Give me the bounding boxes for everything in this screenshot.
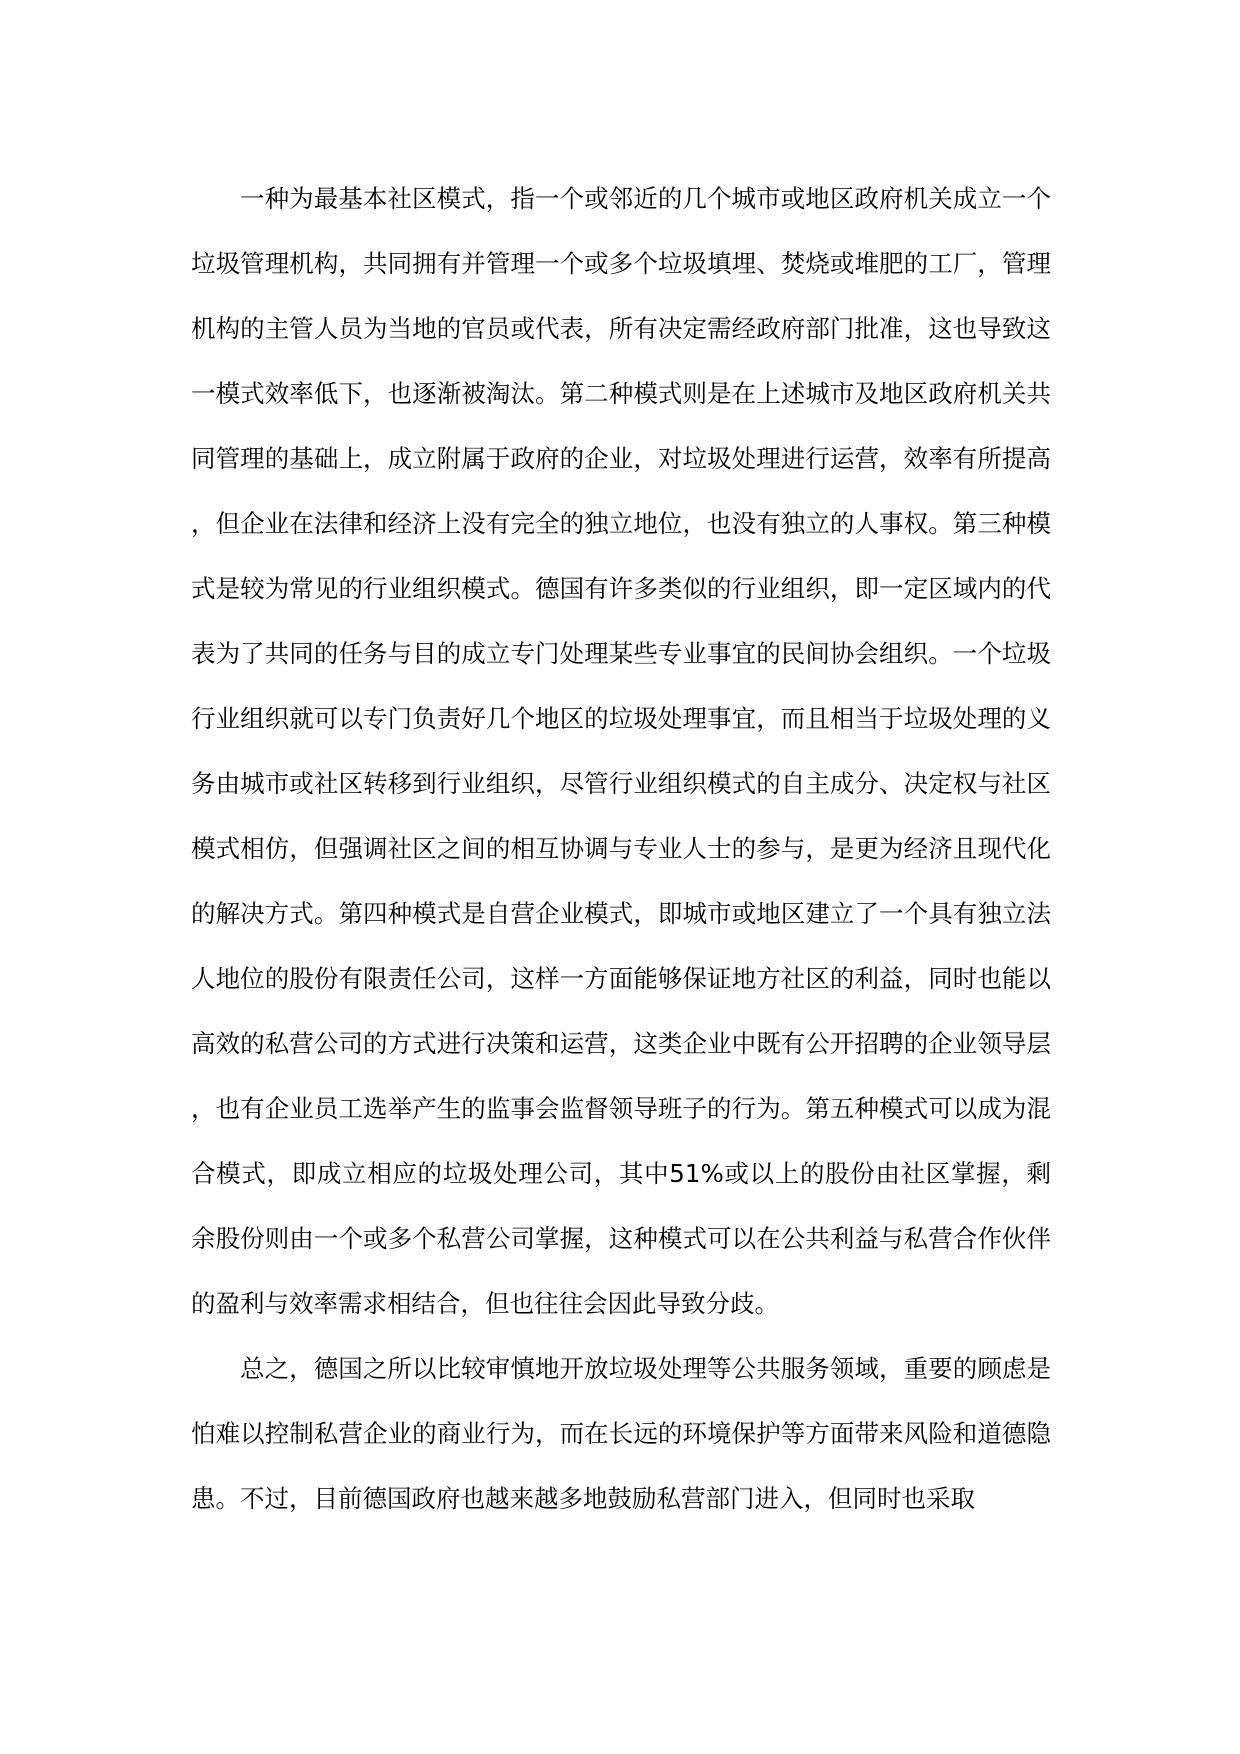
- paragraph-conclusion: 总之，德国之所以比较审慎地开放垃圾处理等公共服务领域，重要的顾虑是怕难以控制私营企业的商业行为，而在长远的环境保护等方面带来风险和道德隐患。不过，目前德国政府也越来越多地鼓励私营部门进入，但同时也采取: [191, 1354, 1051, 1513]
- body-text: [191, 166, 1051, 1531]
- paragraph-community-models: 一种为最基本社区模式，指一个或邻近的几个城市或地区政府机关成立一个垃圾管理机构，共同拥有并管理一个或多个垃圾填埋、焚烧或堆肥的工厂，管理机构的主管人员为当地的官员或代表，所有决定需经政府部门批准，这也导致这一模式效率低下，也逐渐被淘汰。第二种模式则是在上述城市及地区政府机关共同管理的基础上，成立附属于政府的企业，对垃圾处理进行运营，效率有所提高，但企业在法律和经济上没有完全的独立地位，也没有独立的人事权。第三种模式是较为常见的行业组织模式。德国有许多类似的行业组织，即一定区域内的代表为了共同的任务与目的成立专门处理某些专业事宜的民间协会组织。一个垃圾行业组织就可以专门负责好几个地区的垃圾处理事宜，而且相当于垃圾处理的义务由城市或社区转移到行业组织，尽管行业组织模式的自主成分、决定权与社区模式相仿，但强调社区之间的相互协调与专业人士的参与，是更为经济且现代化的解决方式。第四种模式是自营企业模式，即城市或地区建立了一个具有独立法人地位的股份有限责任公司，这样一方面能够保证地方社区的利益，同时也能以高效的私营公司的方式进行决策和运营，这类企业中既有公开招聘的企业领导层，也有企业员工选举产生的监事会监督领导班子的行为。第五种模式可以成为混合模式，即成立相应的垃圾处理公司，其中51%或以上的股份由社区掌握，剩余股份则由一个或多个私营公司掌握，这种模式可以在公共利益与私营合作伙伴的盈利与效率需求相结合，但也往往会因此导致分歧。: [191, 184, 1051, 1318]
